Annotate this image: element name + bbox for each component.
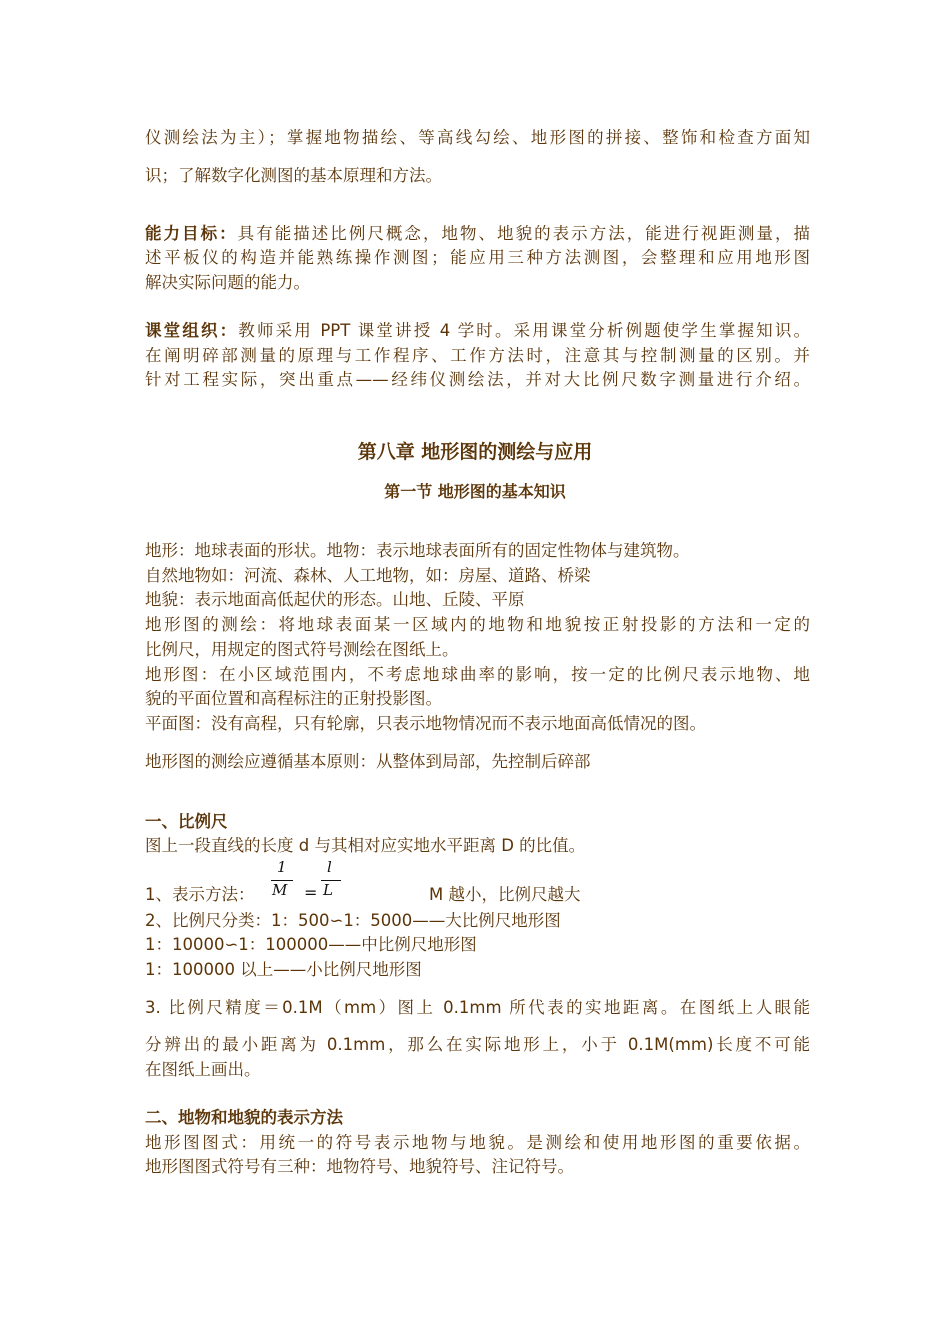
ability-label: 能力目标： — [145, 224, 238, 243]
principle-line: 地形图的测绘应遵循基本原则：从整体到局部，先控制后碎部 — [145, 752, 591, 771]
classroom-line-3: 针对工程实际，突出重点——经纬仪测绘法，并对大比例尺数字测量进行介绍。 — [145, 370, 810, 389]
scale-class-large: 2、比例尺分类：1：500∽1：5000——大比例尺地形图 — [145, 911, 561, 930]
definition-line-3: 地貌：表示地面高低起伏的形态。山地、丘陵、平原 — [145, 590, 525, 609]
definition-line-2: 自然地物如：河流、森林、人工地物，如：房屋、道路、桥梁 — [145, 566, 591, 585]
scale-precision-line-1: 3. 比例尺精度＝0.1M（mm）图上 0.1mm 所代表的实地距离。在图纸上人眼能 — [145, 998, 810, 1017]
scale-definition: 图上一段直线的长度 d 与其相对应实地水平距离 D 的比值。 — [145, 836, 586, 855]
scale-method-note: M 越小，比例尺越大 — [429, 885, 581, 904]
section-title: 第一节 地形图的基本知识 — [384, 482, 566, 501]
definition-line-7: 貌的平面位置和高程标注的正射投影图。 — [145, 689, 442, 708]
definition-line-6: 地形图：在小区域范围内，不考虑地球曲率的影响，按一定的比例尺表示地物、地 — [145, 665, 810, 684]
ability-text: 具有能描述比例尺概念，地物、地貌的表示方法，能进行视距测量，描 — [237, 224, 811, 243]
features-line-2: 地形图图式符号有三种：地物符号、地貌符号、注记符号。 — [145, 1157, 574, 1176]
scale-method-label: 1、表示方法： — [145, 885, 255, 904]
classroom-line-1 — [145, 319, 810, 343]
classroom-text: 教师采用 PPT 课堂讲授 4 学时。采用课堂分析例题使学生掌握知识。 — [238, 321, 810, 340]
intro-line-1: 仪测绘法为主）；掌握地物描绘、等高线勾绘、地形图的拼接、整饰和检查方面知 — [145, 128, 810, 147]
definition-line-4: 地形图的测绘：将地球表面某一区域内的地物和地貌按正射投影的方法和一定的 — [145, 615, 810, 634]
fraction-equals: = — [304, 883, 318, 902]
fraction-2-numerator: l — [327, 858, 332, 876]
scale-precision-line-3: 在图纸上画出。 — [145, 1060, 261, 1079]
scale-class-medium: 1：10000∽1：100000——中比例尺地形图 — [145, 935, 477, 954]
features-heading: 二、地物和地貌的表示方法 — [145, 1108, 343, 1127]
scale-precision-line-2: 分辨出的最小距离为 0.1mm，那么在实际地形上，小于 0.1M(mm)长度不可能 — [145, 1035, 810, 1054]
chapter-title: 第八章 地形图的测绘与应用 — [357, 441, 593, 463]
fraction-1-numerator: 1 — [277, 858, 287, 876]
definition-line-1: 地形：地球表面的形状。地物：表示地球表面所有的固定性物体与建筑物。 — [145, 541, 690, 560]
ability-line-2: 述平板仪的构造并能熟练操作测图；能应用三种方法测图，会整理和应用地形图 — [145, 248, 810, 267]
classroom-line-2: 在阐明碎部测量的原理与工作程序、工作方法时，注意其与控制测量的区别。并 — [145, 346, 810, 365]
fraction-1-denominator: M — [272, 881, 288, 899]
scale-class-small: 1：100000 以上——小比例尺地形图 — [145, 960, 422, 979]
features-line-1: 地形图图式：用统一的符号表示地物与地貌。是测绘和使用地形图的重要依据。 — [145, 1133, 810, 1152]
definition-line-5: 比例尺，用规定的图式符号测绘在图纸上。 — [145, 640, 459, 659]
scale-heading: 一、比例尺 — [145, 812, 228, 831]
definition-line-8: 平面图：没有高程，只有轮廓，只表示地物情况而不表示地面高低情况的图。 — [145, 714, 706, 733]
fraction-2-denominator: L — [323, 881, 333, 899]
intro-line-2: 识；了解数字化测图的基本原理和方法。 — [145, 166, 442, 185]
classroom-label: 课堂组织： — [145, 321, 239, 340]
ability-line-1 — [145, 222, 810, 246]
ability-line-3: 解决实际问题的能力。 — [145, 273, 310, 292]
